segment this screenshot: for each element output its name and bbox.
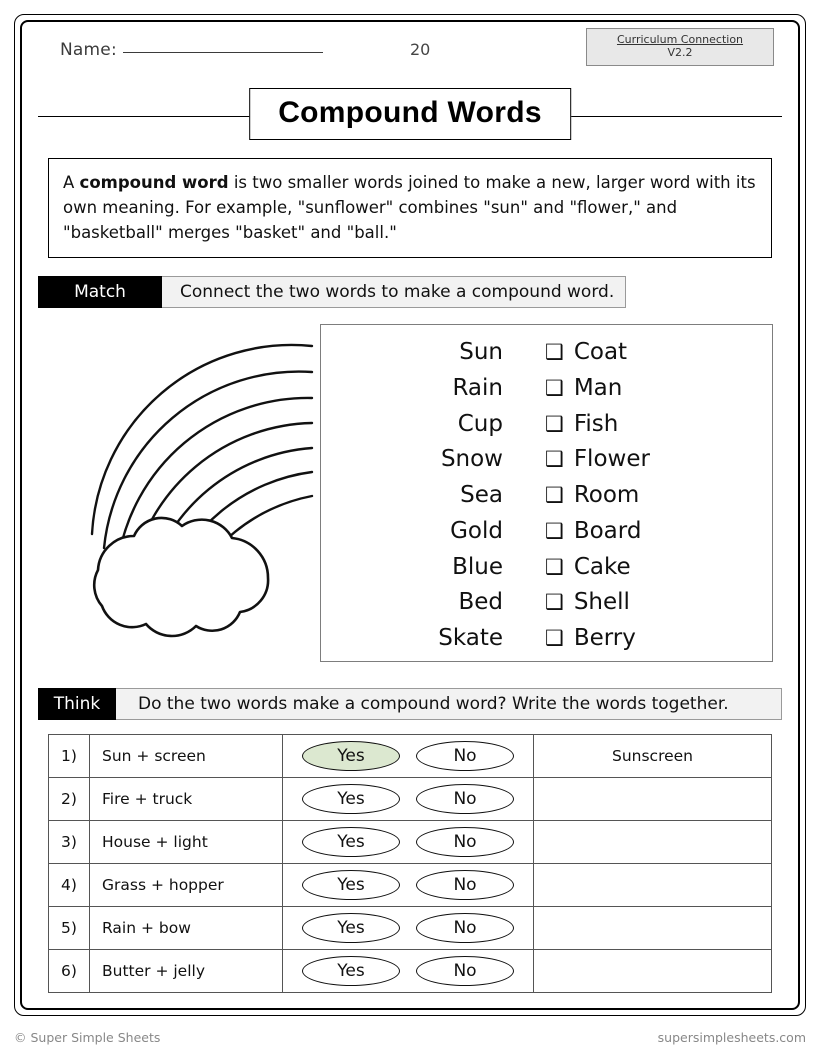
word-pair: Fire + truck: [90, 778, 283, 821]
think-section-bar: [38, 688, 782, 720]
checkbox-icon[interactable]: ❑: [545, 554, 564, 579]
yesno-options: [283, 950, 534, 993]
yes-option[interactable]: Yes: [302, 870, 400, 900]
cloud-shape: [94, 518, 268, 636]
title-area: [38, 88, 782, 146]
match-right-word[interactable]: [545, 446, 650, 472]
row-number: 4): [49, 864, 90, 907]
no-option[interactable]: No: [416, 784, 514, 814]
worksheet-content: [20, 20, 800, 1010]
word-pair: Rain + bow: [90, 907, 283, 950]
yesno-options: [283, 778, 534, 821]
yes-option[interactable]: Yes: [302, 741, 400, 771]
curriculum-badge-title: Curriculum Connection: [616, 33, 744, 46]
word-pair: Butter + jelly: [90, 950, 283, 993]
checkbox-icon[interactable]: ❑: [545, 590, 564, 615]
match-left-word[interactable]: Blue: [452, 553, 503, 580]
no-option[interactable]: No: [416, 956, 514, 986]
no-option[interactable]: No: [416, 870, 514, 900]
word-pair: Sun + screen: [90, 735, 283, 778]
match-right-word[interactable]: [545, 339, 627, 365]
match-left-word[interactable]: Bed: [458, 589, 503, 616]
page-number: 20: [410, 40, 431, 59]
match-right-word-label: Flower: [573, 446, 650, 473]
table-row: [49, 907, 772, 950]
word-match-box: [320, 324, 773, 662]
footer-website: supersimplesheets.com: [657, 1030, 806, 1045]
name-label: Name:: [60, 40, 117, 60]
match-left-column: [321, 339, 521, 651]
checkbox-icon[interactable]: ❑: [545, 447, 564, 472]
yes-option[interactable]: Yes: [302, 827, 400, 857]
match-section-instruction: Connect the two words to make a compound word.: [162, 276, 626, 308]
answer-cell[interactable]: Sunscreen: [534, 735, 772, 778]
table-row: [49, 864, 772, 907]
definition-term: compound word: [79, 173, 229, 192]
table-row: [49, 778, 772, 821]
answer-cell[interactable]: [534, 864, 772, 907]
answer-cell[interactable]: [534, 821, 772, 864]
checkbox-icon[interactable]: ❑: [545, 340, 564, 364]
no-option[interactable]: No: [416, 913, 514, 943]
yesno-options: [283, 821, 534, 864]
match-right-word-label: Berry: [573, 625, 636, 651]
match-left-word[interactable]: Snow: [440, 446, 503, 473]
page-footer: [14, 1030, 806, 1045]
rainbow-cloud-illustration: [28, 320, 318, 660]
definition-lead: A: [63, 173, 80, 192]
match-left-word[interactable]: Cup: [457, 410, 503, 437]
row-number: 6): [49, 950, 90, 993]
no-option[interactable]: No: [416, 827, 514, 857]
no-option[interactable]: No: [416, 741, 514, 771]
match-left-word[interactable]: Skate: [438, 625, 503, 651]
yesno-options: [283, 864, 534, 907]
answer-cell[interactable]: [534, 778, 772, 821]
definition-rest: is two smaller words joined to make a new, larger word with its own meaning. For example, "sunflower" combines "sun" and "flower," and "basketball" merges "basket" and "ball.": [63, 173, 756, 242]
checkbox-icon[interactable]: ❑: [545, 483, 564, 507]
checkbox-icon[interactable]: ❑: [545, 411, 564, 436]
checkbox-icon[interactable]: ❑: [545, 518, 564, 543]
match-activity-area: [38, 320, 782, 670]
match-right-word[interactable]: [545, 554, 631, 580]
match-right-word-label: Room: [573, 482, 640, 508]
checkbox-icon[interactable]: ❑: [545, 626, 564, 650]
worksheet-header: [38, 20, 782, 86]
match-left-word[interactable]: Gold: [450, 517, 503, 544]
match-right-word[interactable]: [545, 589, 630, 615]
yes-option[interactable]: Yes: [302, 913, 400, 943]
match-left-word[interactable]: Sun: [459, 339, 503, 365]
row-number: 1): [49, 735, 90, 778]
match-right-word[interactable]: [545, 482, 639, 508]
yesno-options: [283, 907, 534, 950]
match-right-word[interactable]: [545, 375, 622, 401]
answer-cell[interactable]: [534, 950, 772, 993]
think-table: [48, 734, 772, 993]
word-pair: Grass + hopper: [90, 864, 283, 907]
match-right-word-label: Man: [573, 374, 623, 401]
yes-option[interactable]: Yes: [302, 956, 400, 986]
match-right-word-label: Fish: [573, 410, 619, 437]
answer-cell[interactable]: [534, 907, 772, 950]
match-left-word[interactable]: Rain: [452, 374, 503, 401]
yes-option[interactable]: Yes: [302, 784, 400, 814]
checkbox-icon[interactable]: ❑: [545, 375, 564, 400]
match-right-word[interactable]: [545, 518, 641, 544]
row-number: 3): [49, 821, 90, 864]
match-right-word[interactable]: [545, 625, 636, 651]
think-section-instruction: Do the two words make a compound word? Write the words together.: [116, 688, 782, 720]
match-right-word-label: Board: [573, 517, 642, 544]
footer-copyright: © Super Simple Sheets: [14, 1030, 161, 1045]
name-field[interactable]: [60, 40, 323, 60]
word-pair: House + light: [90, 821, 283, 864]
match-right-word-label: Cake: [573, 553, 631, 580]
table-row: [49, 735, 772, 778]
page-title: Compound Words: [249, 88, 571, 140]
yesno-options: [283, 735, 534, 778]
match-right-word[interactable]: [545, 411, 618, 437]
match-section-tag: Match: [38, 276, 162, 308]
think-section-tag: Think: [38, 688, 116, 720]
table-row: [49, 821, 772, 864]
definition-box: [48, 158, 772, 258]
curriculum-connection-badge: [586, 28, 774, 66]
think-table-body: [49, 735, 772, 993]
row-number: 2): [49, 778, 90, 821]
match-section-bar: [38, 276, 782, 308]
curriculum-badge-version: V2.2: [667, 46, 693, 59]
match-right-word-label: Shell: [573, 589, 630, 616]
match-left-word[interactable]: Sea: [460, 482, 503, 508]
name-write-line[interactable]: [123, 52, 323, 53]
match-right-word-label: Coat: [573, 339, 628, 365]
row-number: 5): [49, 907, 90, 950]
table-row: [49, 950, 772, 993]
match-right-column: [521, 339, 772, 651]
